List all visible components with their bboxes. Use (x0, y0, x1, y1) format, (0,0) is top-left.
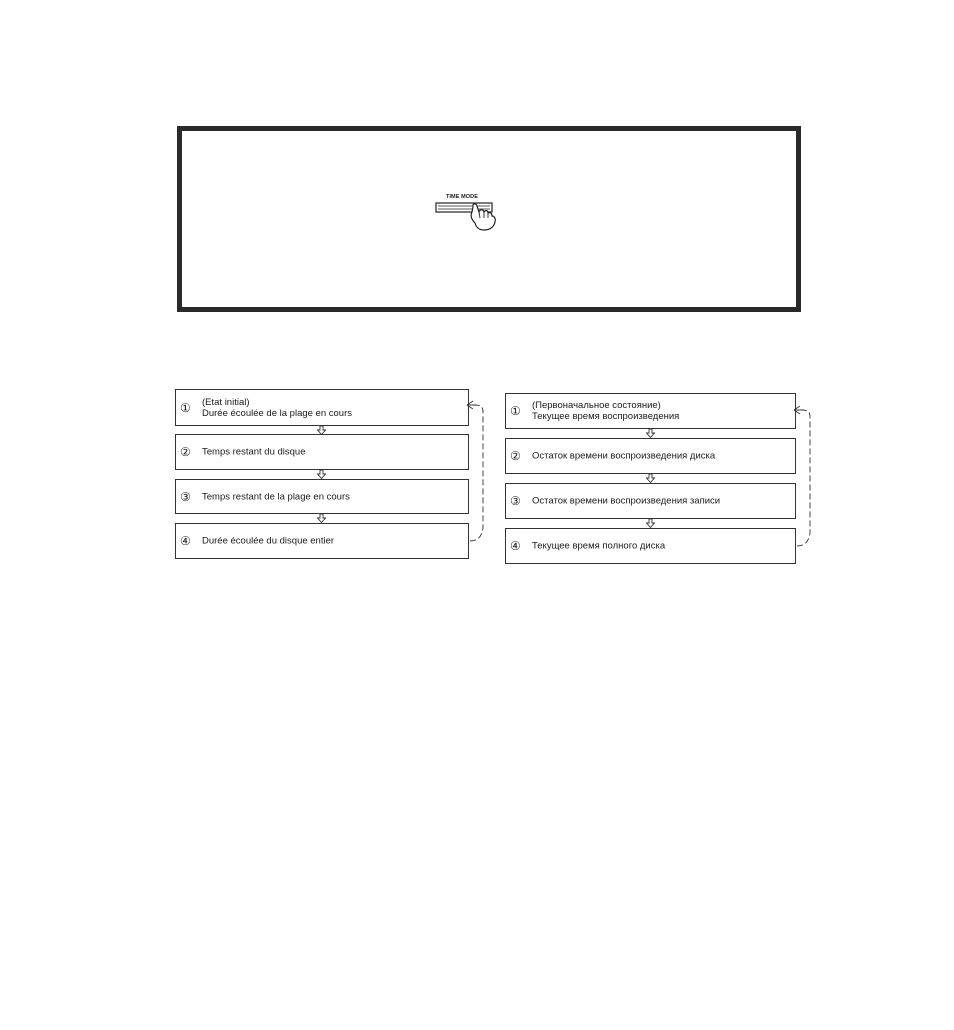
russian-step-3 (505, 483, 796, 519)
time-mode-button-illustration (432, 194, 512, 244)
step-text: Остаток времени воспроизведения записи (532, 495, 721, 507)
loop-return-arrow (789, 403, 819, 551)
step-number: ① (180, 400, 191, 415)
step-number: ③ (180, 489, 191, 504)
step-number: ③ (510, 494, 521, 508)
down-arrow-icon (646, 519, 655, 528)
step-number: ④ (510, 539, 521, 553)
down-arrow-icon (317, 470, 326, 479)
french-step-2 (175, 434, 469, 470)
down-arrow-icon (317, 514, 326, 523)
russian-step-2 (505, 438, 796, 474)
down-arrow-icon (646, 474, 655, 483)
french-step-4 (175, 523, 469, 559)
french-step-1 (175, 389, 469, 426)
french-step-3 (175, 479, 469, 514)
step-text: Остаток времени воспроизведения диска (532, 450, 716, 462)
step-text-line2: Текущее время воспроизведения (532, 411, 680, 422)
step-text (202, 397, 352, 419)
step-text: Durée écoulée du disque entier (202, 535, 335, 547)
step-text: Текущее время полного диска (532, 540, 666, 552)
step-text-line2: Durée écoulée de la plage en cours (202, 407, 352, 419)
russian-step-1 (505, 393, 796, 429)
finger-pressing-icon (432, 194, 512, 244)
step-text: Temps restant du disque (202, 446, 306, 458)
step-text-line1: (Etat initial) (202, 396, 250, 408)
step-number: ② (180, 445, 191, 459)
down-arrow-icon (646, 429, 655, 438)
step-number: ② (510, 449, 521, 463)
step-text (532, 400, 679, 422)
loop-return-arrow (462, 398, 492, 546)
step-text-line1: (Первоначальное состояние) (532, 400, 661, 411)
step-number: ① (510, 404, 521, 418)
time-mode-label: TIME MODE (445, 194, 479, 200)
russian-step-4 (505, 528, 796, 564)
step-number: ④ (180, 534, 191, 548)
step-text: Temps restant de la plage en cours (202, 491, 350, 502)
